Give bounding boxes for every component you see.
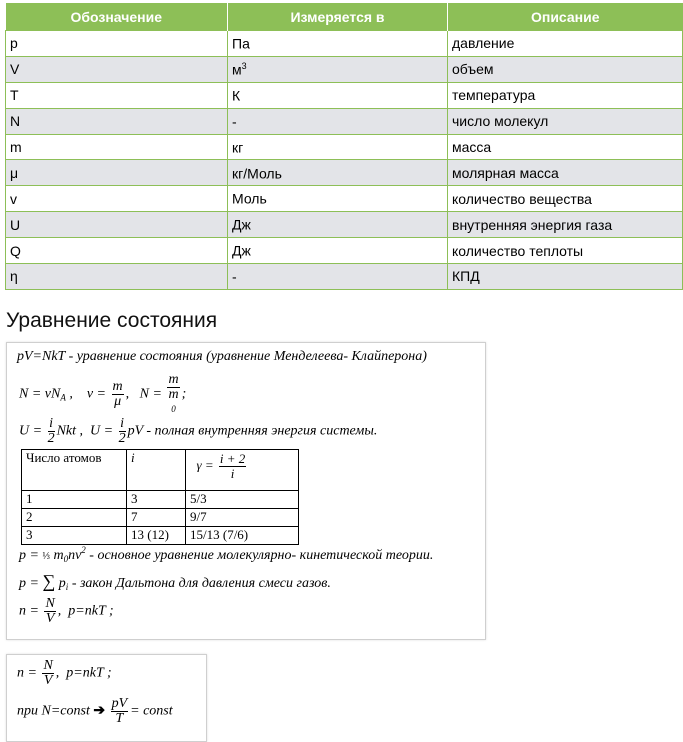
table-row [6,108,683,134]
formula-box-state [6,342,486,640]
cell-symbol: v [6,186,228,212]
cell-symbol: U [6,212,228,238]
atoms-row [22,509,299,527]
cell-unit [228,134,448,160]
unit-text: Дж [232,242,251,259]
header-symbol: Обозначение [6,3,228,31]
unit-text: Моль [232,191,267,208]
cell-symbol: V [6,56,228,82]
cell-symbol: p [6,31,228,57]
atoms-gamma: 15/13 (7/6) [186,527,299,545]
unit-text: - [232,113,237,130]
atoms-row [22,491,299,509]
cell-unit [228,186,448,212]
unit-superscript: 3 [241,61,247,71]
cell-description: масса [448,134,683,160]
mkt-equation-desc: - основное уравнение молекулярно- кинетической теории. [85,548,434,563]
dalton-law-desc: - закон Дальтона для давления смеси газов. [68,576,331,591]
header-description: Описание [448,3,683,31]
concentration-line-2: n = $\frac{N}{V}$ , p=nkT ; [17,658,112,688]
cell-description: объем [448,56,683,82]
const-prefix: при N=const [17,703,90,719]
atoms-gamma: 9/7 [186,509,299,527]
table-row [6,212,683,238]
atoms-header-i: i [127,450,186,491]
cell-unit [228,31,448,57]
atoms-header-count: Число атомов [22,450,127,491]
atoms-row [22,527,299,545]
particle-count-formulas: $N = \nu N_A$ , ν = $\frac{m}{\mu}$ , N = m m 0 ; [19,372,187,414]
atoms-table [21,449,299,545]
atoms-table-header [22,450,299,491]
unit-text: К [232,87,241,104]
const-result: = const [130,703,173,719]
arrow-right-icon: ➔ [93,703,106,719]
atoms-i: 13 (12) [127,527,186,545]
unit-text: Дж [232,217,251,233]
cell-unit [228,160,448,186]
atoms-header-gamma: γ = $\frac{i + 2}{i}$ [186,450,299,491]
unit-text: - [232,268,237,285]
table-row [6,238,683,264]
concentration-line: n = $\frac{N}{V}$ , p=nkT ; [19,596,114,626]
table-row [6,82,683,108]
cell-unit [228,82,448,108]
cell-symbol: T [6,82,228,108]
state-equation-line [17,349,427,365]
table-row [6,31,683,57]
cell-description: число молекул [448,108,683,134]
atoms-count: 2 [22,509,127,527]
atoms-gamma: 5/3 [186,491,299,509]
cell-description: количество теплоты [448,238,683,264]
cell-symbol: η [6,264,228,290]
formula-box-isochoric [6,654,207,742]
unit-text: кг [232,139,244,156]
state-equation: pV=NkT [17,349,66,364]
section-title: Уравнение состояния [6,309,218,332]
internal-energy-line: U = $\frac{i}{2}$ Nkt , U = $\frac{i}{2}$ pV - полная внутренняя энергия системы. [19,416,378,446]
cell-unit [228,56,448,82]
cell-unit [228,264,448,290]
pnkt-formula-2: p=nkT ; [66,665,112,681]
atoms-i: 7 [127,509,186,527]
cell-description: молярная масса [448,160,683,186]
unit-text: кг/Моль [232,165,282,182]
cell-description: внутренняя энергия газа [448,212,683,238]
atoms-i: 3 [127,491,186,509]
cell-unit [228,238,448,264]
cell-description: температура [448,82,683,108]
table-row [6,56,683,82]
cell-description: КПД [448,264,683,290]
pnkt-formula: p=nkT ; [68,603,114,619]
header-unit: Измеряется в [228,3,448,31]
unit-text: м [232,61,242,78]
cell-description: давление [448,31,683,57]
cell-symbol: μ [6,160,228,186]
table-row [6,160,683,186]
cell-symbol: Q [6,238,228,264]
state-equation-desc: - уравнение состояния (уравнение Менделеева- Клайперона) [65,349,427,364]
table-row [6,186,683,212]
internal-energy-desc: - полная внутренняя энергия системы. [142,423,378,439]
table-header-row [6,3,683,31]
dalton-law-line: p = ∑ $p_i$ - закон Дальтона для давления смеси газов. [19,571,331,592]
atoms-count: 3 [22,527,127,545]
table-row [6,134,683,160]
cell-unit [228,108,448,134]
unit-text: Па [232,35,250,52]
mkt-equation-line: p = ⅓ $m_0nv^2$ - основное уравнение молекулярно- кинетической теории. [19,545,434,564]
cell-symbol: m [6,134,228,160]
table-row [6,264,683,290]
const-ratio-line: при N=const ➔ $\frac{pV}{T}$ = const [17,696,173,726]
cell-symbol: N [6,108,228,134]
atoms-count: 1 [22,491,127,509]
cell-unit [228,212,448,238]
units-table [5,3,683,290]
cell-description: количество вещества [448,186,683,212]
